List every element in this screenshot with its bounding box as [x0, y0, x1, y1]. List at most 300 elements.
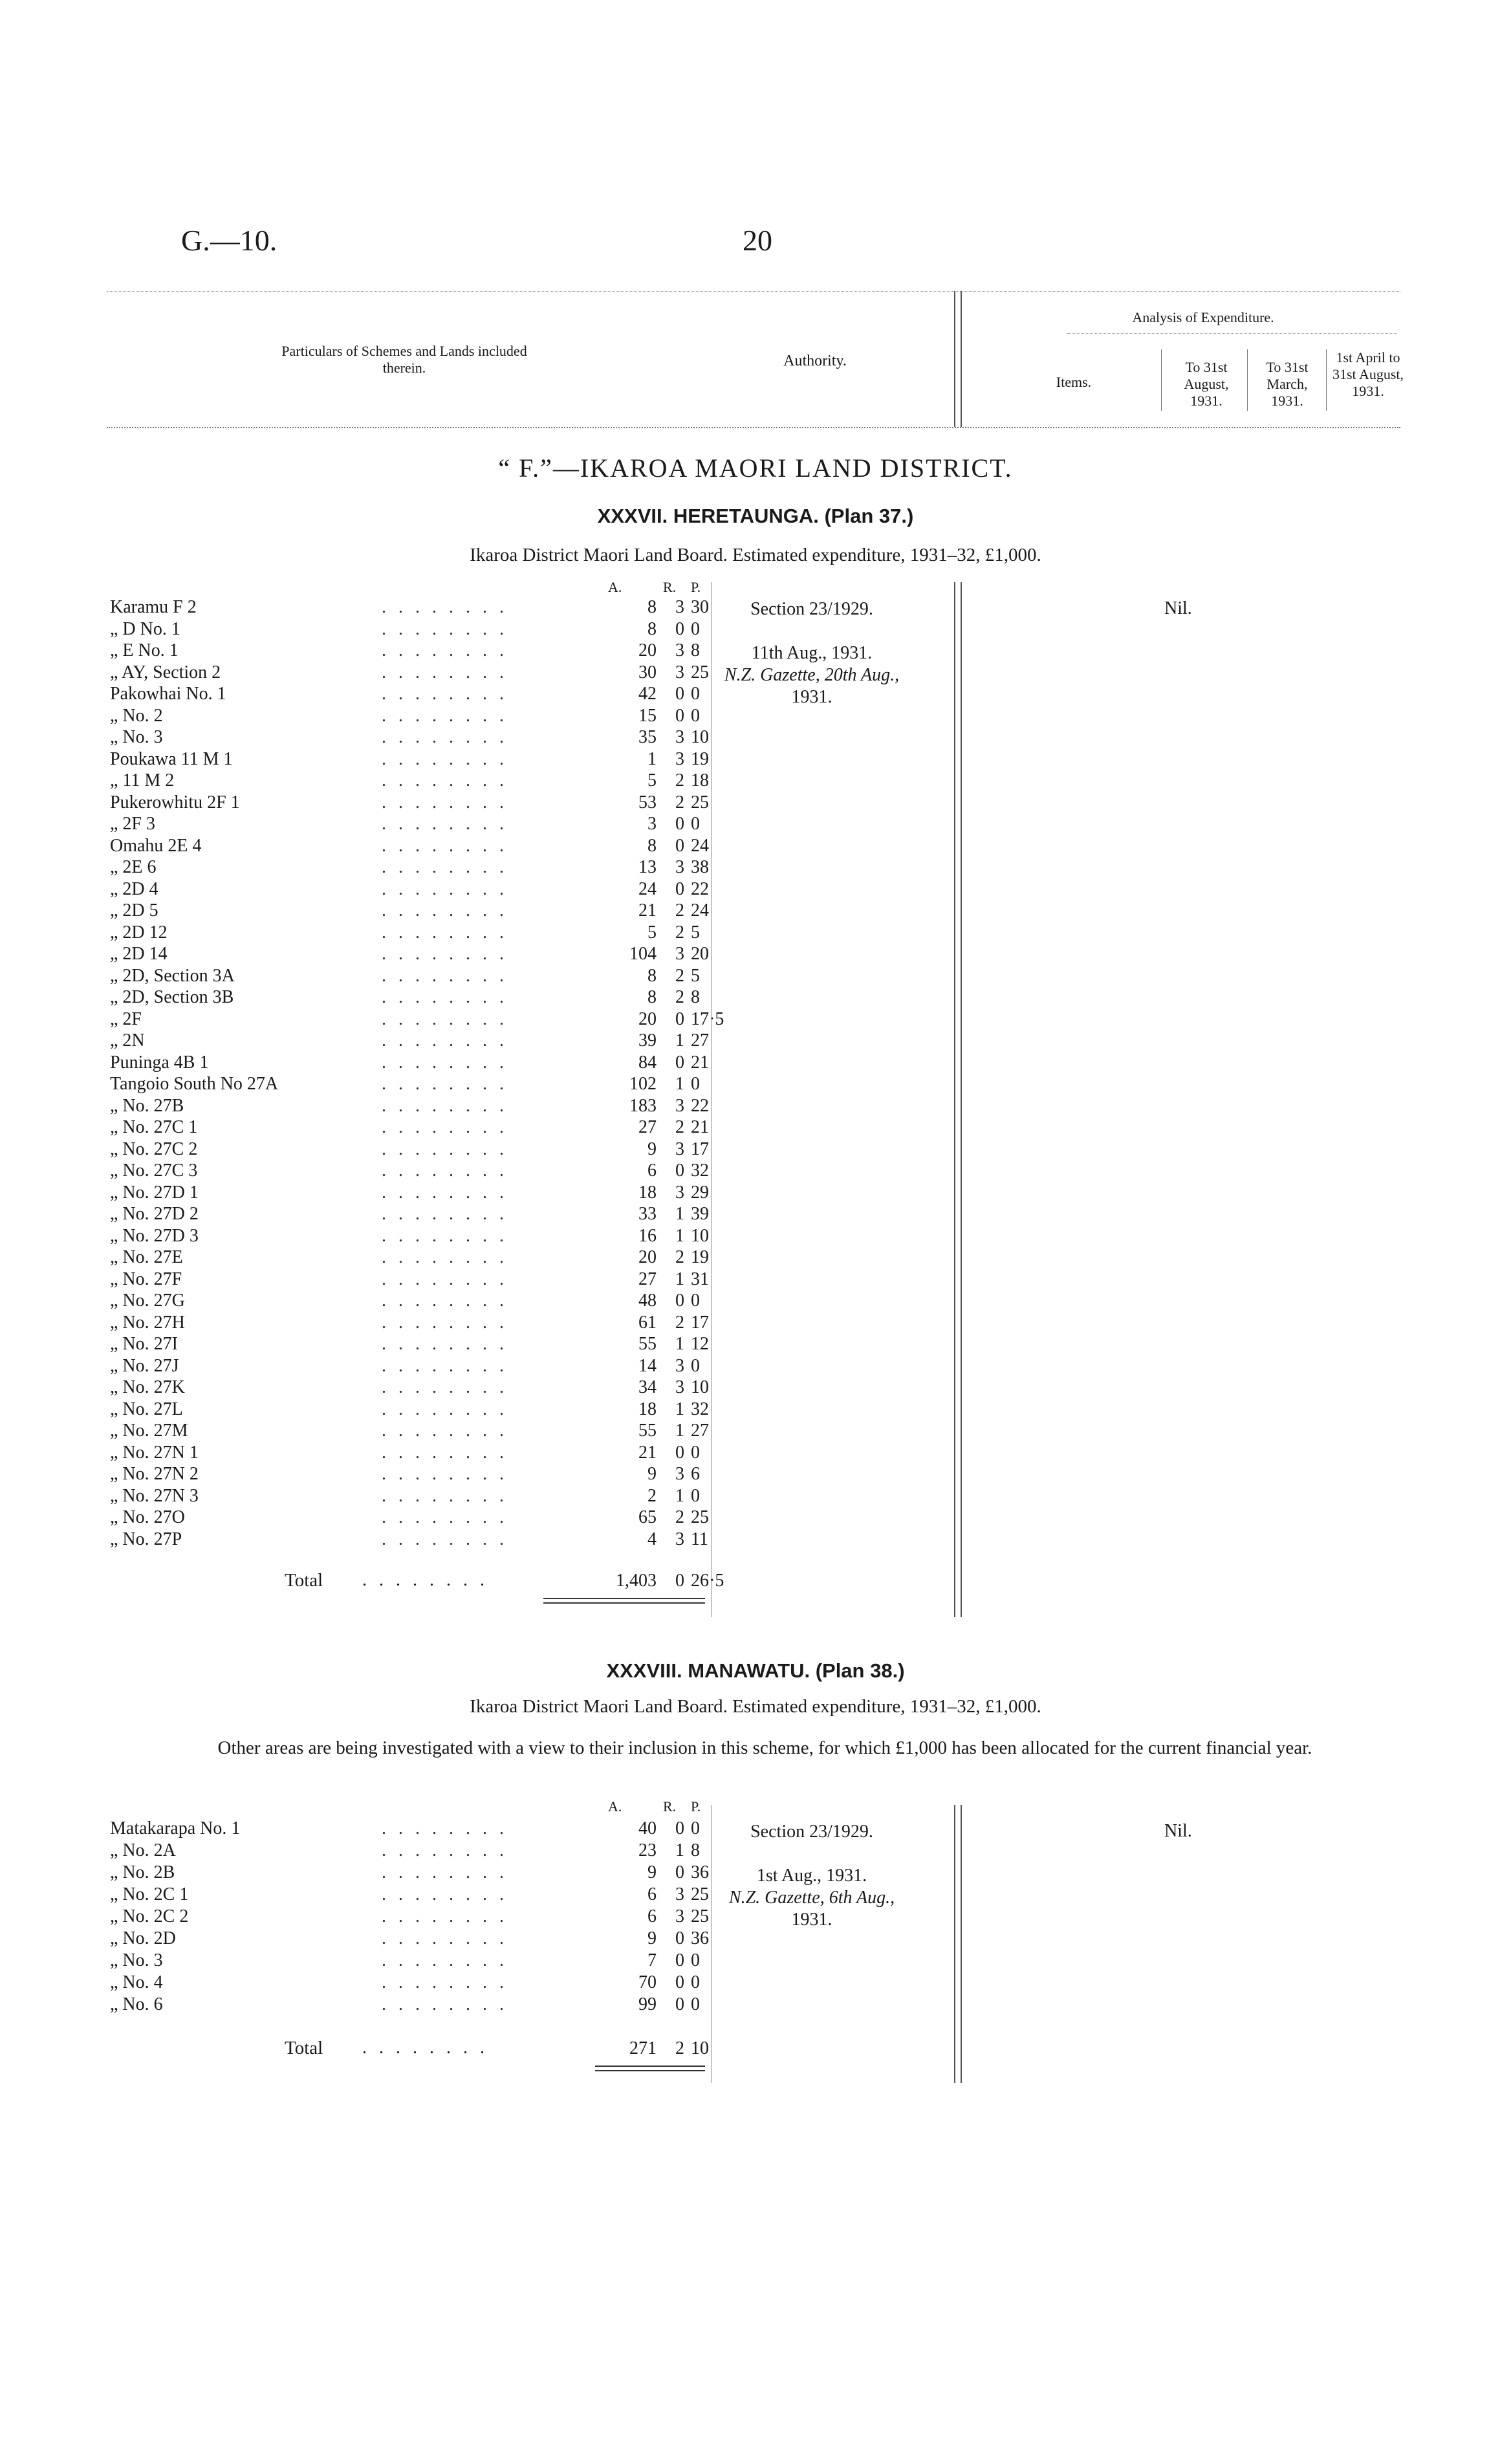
roods: 0	[675, 814, 684, 834]
acres: 104	[629, 944, 657, 964]
acres: 8	[647, 618, 657, 639]
roods: 1	[675, 1225, 684, 1246]
total-double-rule	[543, 1598, 705, 1599]
unit-a: A.	[608, 579, 622, 595]
perches: 21	[691, 1117, 709, 1137]
manawatu-total-label: Total	[285, 2038, 323, 2058]
perches: 36	[691, 1928, 709, 1948]
land-name: „ No. 2	[110, 705, 163, 726]
land-name: Matakarapa No. 1	[110, 1818, 241, 1838]
dot-leader: . . . . . . . .	[382, 1052, 508, 1073]
col-analysis: Analysis of Expenditure.	[1132, 309, 1274, 325]
total-perches: 26·5	[691, 1571, 724, 1591]
perches: 0	[691, 1485, 700, 1506]
perches: 19	[691, 748, 709, 769]
roods: 3	[675, 1182, 684, 1203]
col-particulars: Particulars of Schemes and Lands included therein.	[281, 343, 527, 376]
perches: 31	[691, 1269, 709, 1289]
roods: 0	[675, 1950, 684, 1970]
perches: 32	[691, 1399, 709, 1419]
perches: 12	[691, 1334, 709, 1354]
col-sep-2	[1247, 349, 1248, 411]
heretaunga-title: XXXVII. HERETAUNGA. (Plan 37.)	[597, 505, 914, 527]
land-name: „ No. 27O	[110, 1507, 185, 1527]
perches: 25	[691, 1884, 709, 1904]
page-number: 20	[743, 224, 772, 257]
manawatu-total-roods: 2	[675, 2038, 684, 2058]
acres: 27	[638, 1117, 657, 1137]
unit-p-2: P.	[691, 1798, 701, 1815]
acres: 70	[638, 1972, 657, 1992]
perches: 0	[691, 814, 700, 834]
land-name: Poukawa 11 M 1	[110, 748, 233, 769]
roods: 0	[675, 1052, 684, 1073]
header-bottom-rule	[107, 427, 1400, 428]
perches: 25	[691, 662, 709, 682]
roods: 1	[675, 1334, 684, 1354]
dot-leader: . . . . . . . .	[382, 1884, 508, 1904]
heretaunga-nil: Nil.	[1164, 598, 1192, 618]
perches: 6	[691, 1464, 700, 1484]
dot-leader: . . . . . . . .	[382, 1906, 508, 1926]
acres: 8	[647, 987, 657, 1007]
perches: 11	[691, 1529, 708, 1549]
dot-leader: . . . . . . . .	[382, 857, 508, 877]
land-name: „ No. 27K	[110, 1377, 185, 1397]
col-apr-aug: 1st April to 31st August, 1931.	[1332, 349, 1404, 399]
land-name: „ D No. 1	[110, 618, 180, 639]
manawatu-authority-4: 1931.	[791, 1910, 832, 1930]
land-name: „ No. 27D 2	[110, 1204, 199, 1224]
roods: 1	[675, 1840, 684, 1860]
manawatu-items-rule	[954, 1805, 955, 2083]
dot-leader: . . . . . . . .	[382, 1818, 508, 1838]
roods: 2	[675, 792, 684, 812]
roods: 2	[675, 1312, 684, 1333]
land-name: „ No. 2A	[110, 1840, 176, 1860]
page-code: G.—10.	[181, 224, 277, 257]
perches: 10	[691, 1377, 709, 1397]
acres: 40	[638, 1818, 657, 1838]
perches: 24	[691, 835, 709, 856]
manawatu-title: XXXVIII. MANAWATU. (Plan 38.)	[606, 1659, 905, 1682]
roods: 3	[675, 662, 684, 682]
roods: 3	[675, 1884, 684, 1904]
roods: 3	[675, 857, 684, 877]
roods: 1	[675, 1485, 684, 1506]
land-name: „ No. 27C 3	[110, 1161, 198, 1181]
dot-leader: . . . . . . . .	[382, 727, 508, 747]
land-name: „ 2D 4	[110, 878, 158, 899]
dot-leader: . . . . . . . .	[382, 640, 508, 660]
perches: 21	[691, 1052, 709, 1073]
heretaunga-board: Ikaroa District Maori Land Board. Estimated expenditure, 1931–32, £1,000.	[470, 545, 1041, 565]
acres: 5	[647, 922, 657, 943]
acres: 183	[629, 1095, 657, 1116]
perches: 29	[691, 1182, 709, 1203]
dot-leader: . . . . . . . .	[382, 1269, 508, 1289]
acres: 21	[638, 900, 657, 921]
acres: 99	[638, 1994, 657, 2014]
header-divider	[954, 291, 955, 427]
land-name: Karamu F 2	[110, 597, 197, 617]
acres: 14	[638, 1355, 657, 1376]
roods: 1	[675, 1204, 684, 1224]
acres: 8	[647, 965, 657, 986]
perches: 5	[691, 965, 700, 986]
perches: 10	[691, 1225, 709, 1246]
perches: 5	[691, 922, 700, 943]
dot-leader: . . . . . . . .	[382, 1355, 508, 1376]
land-name: „ No. 27E	[110, 1247, 183, 1267]
perches: 25	[691, 1906, 709, 1926]
unit-r: R.	[663, 579, 677, 595]
perches: 27	[691, 1030, 709, 1051]
dot-leader: . . . . . . . .	[382, 1862, 508, 1882]
dot-leader: . . . . . . . .	[382, 1377, 508, 1397]
manawatu-total-rule	[595, 2066, 705, 2067]
perches: 8	[691, 987, 700, 1007]
col-to-31-mar: To 31st March, 1931.	[1266, 359, 1309, 409]
roods: 0	[675, 1818, 684, 1838]
manawatu-authority-1: Section 23/1929.	[750, 1822, 873, 1842]
dot-leader: . . . . . . . .	[382, 618, 508, 639]
dot-leader: . . . . . . . .	[382, 922, 508, 943]
dot-leader: . . . . . . . .	[382, 1247, 508, 1267]
perches: 0	[691, 684, 700, 704]
total-acres: 1,403	[616, 1571, 657, 1591]
acres: 9	[647, 1139, 657, 1159]
manawatu-authority-2: 1st Aug., 1931.	[756, 1866, 867, 1886]
heretaunga-total-label: Total	[285, 1570, 323, 1591]
acres: 20	[638, 640, 657, 660]
land-name: „ No. 27H	[110, 1312, 185, 1333]
acres: 9	[647, 1928, 657, 1948]
perches: 39	[691, 1204, 709, 1224]
dot-leader: . . . . . . . .	[382, 944, 508, 964]
manawatu-items-rule-2	[961, 1805, 962, 2083]
land-name: „ No. 27J	[110, 1355, 179, 1376]
manawatu-total-perches: 10	[691, 2038, 709, 2058]
perches: 36	[691, 1862, 709, 1882]
roods: 0	[675, 1862, 684, 1882]
roods: 2	[675, 770, 684, 790]
acres: 53	[638, 792, 657, 812]
perches: 17·5	[691, 1008, 724, 1029]
acres: 102	[629, 1074, 657, 1094]
perches: 0	[691, 1355, 700, 1376]
land-name: „ No. 27N 2	[110, 1464, 199, 1484]
dot-leader: . . . . . . . .	[382, 770, 508, 790]
dot-leader: . . . . . . . .	[382, 1485, 508, 1506]
perches: 8	[691, 1840, 700, 1860]
land-name: „ No. 3	[110, 1950, 163, 1970]
total-roods: 0	[675, 1571, 684, 1591]
acres: 30	[638, 662, 657, 682]
heretaunga-total-dots: . . . . . . . .	[362, 1570, 488, 1590]
dot-leader: . . . . . . . .	[382, 684, 508, 704]
roods: 0	[675, 684, 684, 704]
land-name: Tangoio South No 27A	[110, 1074, 279, 1094]
roods: 0	[675, 835, 684, 856]
land-name: „ No. 27F	[110, 1269, 182, 1289]
perches: 17	[691, 1139, 709, 1159]
dot-leader: . . . . . . . .	[382, 1972, 508, 1992]
acres: 18	[638, 1399, 657, 1419]
roods: 0	[675, 1161, 684, 1181]
acres: 23	[638, 1840, 657, 1860]
dot-leader: . . . . . . . .	[382, 1312, 508, 1333]
roods: 2	[675, 1247, 684, 1267]
acres: 3	[647, 814, 657, 834]
acres: 42	[638, 684, 657, 704]
dot-leader: . . . . . . . .	[382, 1008, 508, 1029]
land-name: „ 2D, Section 3B	[110, 987, 234, 1007]
dot-leader: . . . . . . . .	[382, 835, 508, 856]
perches: 0	[691, 1972, 700, 1992]
perches: 0	[691, 1074, 700, 1094]
acres: 5	[647, 770, 657, 790]
dot-leader: . . . . . . . .	[382, 1840, 508, 1860]
roods: 1	[675, 1399, 684, 1419]
dot-leader: . . . . . . . .	[382, 1161, 508, 1181]
dot-leader: . . . . . . . .	[382, 1030, 508, 1051]
roods: 3	[675, 727, 684, 747]
perches: 0	[691, 1442, 700, 1463]
land-name: „ No. 27D 3	[110, 1225, 199, 1246]
land-name: „ No. 27D 1	[110, 1182, 199, 1203]
acres: 61	[638, 1312, 657, 1333]
land-name: „ No. 4	[110, 1972, 163, 1992]
dot-leader: . . . . . . . .	[382, 1507, 508, 1527]
col-sep-1	[1161, 349, 1162, 411]
dot-leader: . . . . . . . .	[382, 792, 508, 812]
col-to-31-aug: To 31st August, 1931.	[1184, 359, 1229, 409]
land-name: „ No. 27C 1	[110, 1117, 198, 1137]
dot-leader: . . . . . . . .	[382, 1928, 508, 1948]
roods: 0	[675, 618, 684, 639]
roods: 3	[675, 1095, 684, 1116]
acres: 8	[647, 835, 657, 856]
dot-leader: . . . . . . . .	[382, 1994, 508, 2014]
roods: 0	[675, 1291, 684, 1311]
perches: 0	[691, 1291, 700, 1311]
col-sep-3	[1326, 349, 1327, 411]
col-items: Items.	[1056, 374, 1092, 390]
acres: 84	[638, 1052, 657, 1073]
manawatu-authority-3: N.Z. Gazette, 6th Aug.,	[728, 1888, 895, 1908]
land-name: „ No. 2D	[110, 1928, 176, 1948]
roods: 2	[675, 922, 684, 943]
acres: 21	[638, 1442, 657, 1463]
perches: 18	[691, 770, 709, 790]
land-name: „ 2D 12	[110, 922, 168, 943]
land-name: „ No. 27B	[110, 1095, 184, 1116]
perches: 0	[691, 705, 700, 726]
perches: 38	[691, 857, 709, 877]
land-name: „ 2F 3	[110, 814, 155, 834]
roods: 3	[675, 1529, 684, 1549]
acres: 20	[638, 1247, 657, 1267]
roods: 0	[675, 1972, 684, 1992]
dot-leader: . . . . . . . .	[382, 1204, 508, 1224]
roods: 2	[675, 965, 684, 986]
roods: 3	[675, 597, 684, 617]
dot-leader: . . . . . . . .	[382, 1182, 508, 1203]
perches: 0	[691, 618, 700, 639]
acres: 13	[638, 857, 657, 877]
manawatu-nil: Nil.	[1164, 1821, 1192, 1841]
perches: 22	[691, 1095, 709, 1116]
land-name: „ No. 6	[110, 1994, 163, 2014]
acres: 18	[638, 1182, 657, 1203]
roods: 1	[675, 1269, 684, 1289]
land-name: „ No. 27G	[110, 1291, 185, 1311]
roods: 2	[675, 987, 684, 1007]
land-name: „ No. 27N 3	[110, 1485, 199, 1506]
acres: 33	[638, 1204, 657, 1224]
perches: 8	[691, 640, 700, 660]
roods: 3	[675, 944, 684, 964]
heretaunga-authority-1: Section 23/1929.	[750, 599, 873, 619]
land-name: Pukerowhitu 2F 1	[110, 792, 240, 812]
perches: 0	[691, 1994, 700, 2014]
roods: 0	[675, 1442, 684, 1463]
roods: 0	[675, 1928, 684, 1948]
acres: 39	[638, 1030, 657, 1051]
heretaunga-items-rule	[954, 582, 955, 1617]
dot-leader: . . . . . . . .	[382, 1225, 508, 1246]
header-divider-2	[961, 291, 962, 427]
acres: 9	[647, 1464, 657, 1484]
acres: 16	[638, 1225, 657, 1246]
roods: 0	[675, 1994, 684, 2014]
perches: 0	[691, 1818, 700, 1838]
acres: 55	[638, 1334, 657, 1354]
acres: 55	[638, 1421, 657, 1441]
land-name: „ 2D, Section 3A	[110, 965, 235, 986]
acres: 6	[647, 1906, 657, 1926]
roods: 0	[675, 1008, 684, 1029]
acres: 4	[647, 1529, 657, 1549]
land-name: „ No. 2C 2	[110, 1906, 189, 1926]
land-name: „ E No. 1	[110, 640, 179, 660]
total-double-rule-2	[543, 1602, 705, 1604]
land-name: „ No. 2C 1	[110, 1884, 189, 1904]
land-name: Omahu 2E 4	[110, 835, 202, 856]
manawatu-total-acres: 271	[629, 2038, 657, 2058]
heretaunga-items-rule-2	[961, 582, 962, 1617]
roods: 3	[675, 640, 684, 660]
land-name: „ No. 27N 1	[110, 1442, 199, 1463]
perches: 22	[691, 878, 709, 899]
dot-leader: . . . . . . . .	[382, 1464, 508, 1484]
perches: 27	[691, 1421, 709, 1441]
dot-leader: . . . . . . . .	[382, 1334, 508, 1354]
land-name: „ 2D 5	[110, 900, 158, 921]
land-name: „ No. 27C 2	[110, 1139, 198, 1159]
heretaunga-authority-2: 11th Aug., 1931.	[751, 643, 873, 663]
unit-r-2: R.	[663, 1798, 677, 1815]
roods: 2	[675, 1507, 684, 1527]
perches: 25	[691, 792, 709, 812]
dot-leader: . . . . . . . .	[382, 1950, 508, 1970]
roods: 3	[675, 748, 684, 769]
perches: 17	[691, 1312, 709, 1333]
land-name: „ AY, Section 2	[110, 662, 221, 682]
acres: 6	[647, 1161, 657, 1181]
perches: 10	[691, 727, 709, 747]
acres: 34	[638, 1377, 657, 1397]
perches: 24	[691, 900, 709, 921]
acres: 7	[647, 1950, 657, 1970]
acres: 20	[638, 1008, 657, 1029]
dot-leader: . . . . . . . .	[382, 1139, 508, 1159]
dot-leader: . . . . . . . .	[382, 878, 508, 899]
roods: 3	[675, 1464, 684, 1484]
manawatu-note: Other areas are being investigated with a view to their inclusion in this scheme, for which £1,000 has been allocated for the current financial year.	[217, 1738, 1312, 1758]
land-name: Puninga 4B 1	[110, 1052, 209, 1073]
heretaunga-authority-3: N.Z. Gazette, 20th Aug.,	[724, 665, 900, 685]
acres: 48	[638, 1291, 657, 1311]
roods: 3	[675, 1377, 684, 1397]
manawatu-board: Ikaroa District Maori Land Board. Estimated expenditure, 1931–32, £1,000.	[470, 1696, 1041, 1717]
dot-leader: . . . . . . . .	[382, 965, 508, 986]
roods: 3	[675, 1355, 684, 1376]
land-name: Pakowhai No. 1	[110, 684, 226, 704]
dot-leader: . . . . . . . .	[382, 597, 508, 617]
land-name: „ 2F	[110, 1008, 142, 1029]
perches: 19	[691, 1247, 709, 1267]
district-title: “ F.”—IKAROA MAORI LAND DISTRICT.	[498, 453, 1013, 483]
acres: 24	[638, 878, 657, 899]
dot-leader: . . . . . . . .	[382, 1399, 508, 1419]
perches: 30	[691, 597, 709, 617]
analysis-rule	[1067, 333, 1397, 334]
land-name: „ No. 27P	[110, 1529, 182, 1549]
dot-leader: . . . . . . . .	[382, 1529, 508, 1549]
roods: 3	[675, 1139, 684, 1159]
roods: 2	[675, 1117, 684, 1137]
dot-leader: . . . . . . . .	[382, 705, 508, 726]
manawatu-total-dots: . . . . . . . .	[362, 2038, 488, 2058]
perches: 20	[691, 944, 709, 964]
land-name: „ No. 27M	[110, 1421, 188, 1441]
acres: 65	[638, 1507, 657, 1527]
header-top-rule	[107, 291, 1400, 292]
manawatu-total-rule-2	[595, 2070, 705, 2071]
acres: 35	[638, 727, 657, 747]
perches: 0	[691, 1950, 700, 1970]
dot-leader: . . . . . . . .	[382, 662, 508, 682]
unit-a-2: A.	[608, 1798, 622, 1815]
roods: 0	[675, 705, 684, 726]
heretaunga-authority-4: 1931.	[791, 687, 832, 707]
acres: 8	[647, 597, 657, 617]
acres: 2	[647, 1485, 657, 1506]
dot-leader: . . . . . . . .	[382, 1421, 508, 1441]
acres: 15	[638, 705, 657, 726]
acres: 1	[647, 748, 657, 769]
land-name: „ No. 3	[110, 727, 163, 747]
dot-leader: . . . . . . . .	[382, 1074, 508, 1094]
perches: 32	[691, 1161, 709, 1181]
land-name: „ 2D 14	[110, 944, 168, 964]
dot-leader: . . . . . . . .	[382, 1117, 508, 1137]
dot-leader: . . . . . . . .	[382, 900, 508, 921]
acres: 6	[647, 1884, 657, 1904]
land-name: „ No. 27L	[110, 1399, 183, 1419]
